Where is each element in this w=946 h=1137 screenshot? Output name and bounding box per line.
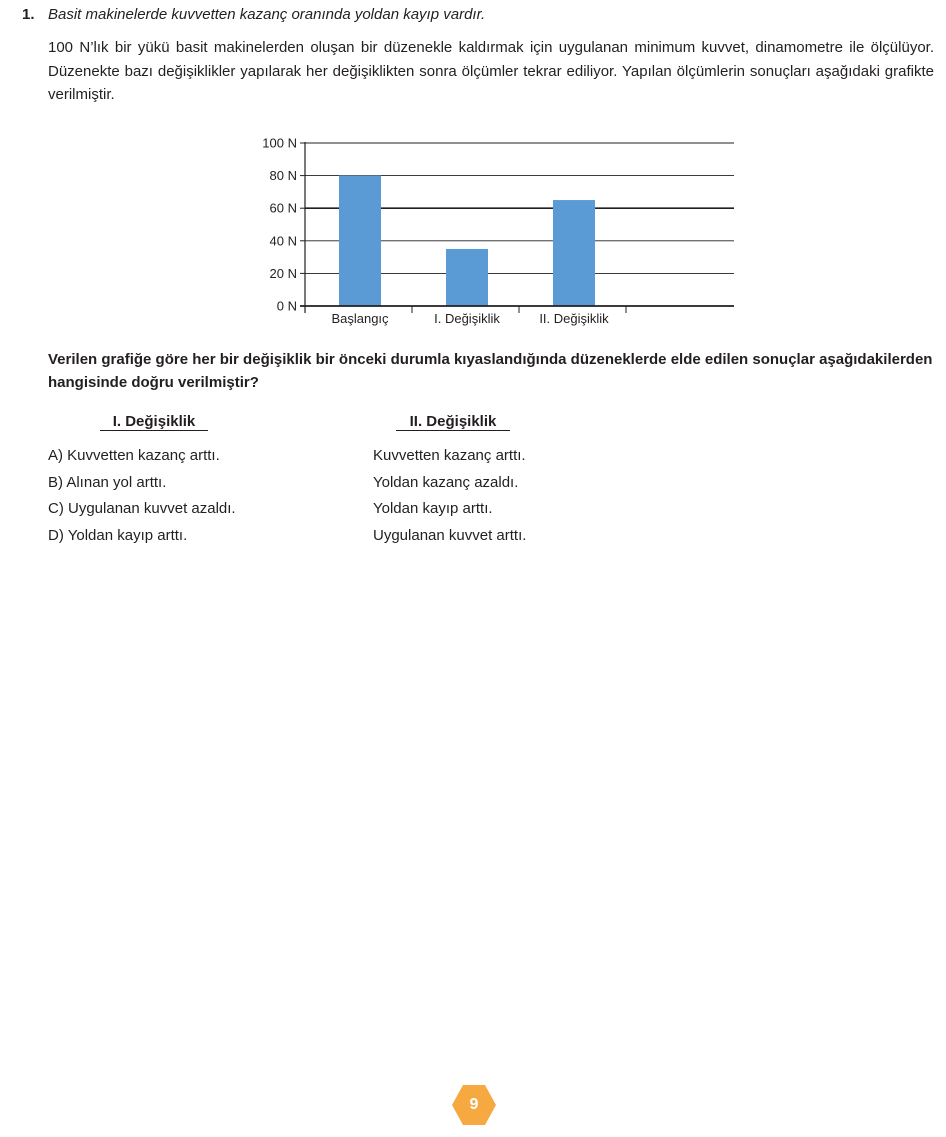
option-a-letter: A) [48, 447, 63, 464]
option-a-text-2: Kuvvetten kazanç arttı. [373, 447, 526, 464]
column-header-1 [100, 413, 208, 431]
option-a-col2 [373, 447, 526, 465]
question-prompt: Verilen grafiğe göre her bir değişiklik bir önceki durumla kıyaslandığında düzeneklerde elde edilen sonuçlar aşağıdakilerden hangisinde doğru verilmiştir? [48, 351, 933, 391]
option-d-col2 [373, 527, 526, 545]
option-d-text-2: Uygulanan kuvvet arttı. [373, 527, 527, 544]
question-statement: Basit makinelerde kuvvetten kazanç oranında yoldan kayıp vardır. [48, 6, 486, 23]
y-tick-label: 60 N [269, 200, 297, 216]
x-tick-label: I. Değişiklik [434, 311, 500, 326]
option-b-col2 [373, 474, 518, 492]
option-b-col1[interactable] [48, 474, 166, 492]
question-header [22, 6, 485, 24]
option-c-text-2: Yoldan kayıp arttı. [373, 500, 493, 517]
option-c-text-1: Uygulanan kuvvet azaldı. [68, 500, 236, 517]
option-b-text-2: Yoldan kazanç azaldı. [373, 474, 519, 491]
option-d-letter: D) [48, 527, 64, 544]
x-tick-label: II. Değişiklik [539, 311, 609, 326]
bar [446, 249, 488, 306]
option-c-col2 [373, 500, 493, 518]
option-d-text-1: Yoldan kayıp arttı. [67, 527, 188, 544]
bar [339, 176, 381, 306]
question-body: 100 N’lık bir yükü basit makinelerden oluşan bir düzenekle kaldırmak için uygulanan minimum kuvvet, dinamometre ile ölçülüyor. Düzenekte bazı değişiklikler yapılarak her değişiklikten sonra ölçümler tekrar ediliyor. Yapılan ölçümlerin sonuçları aşağıdaki grafikte verilmiştir. [48, 39, 934, 103]
y-tick-label: 20 N [269, 265, 297, 281]
question-number: 1. [22, 6, 35, 23]
option-b-text-1: Alınan yol arttı. [66, 474, 167, 491]
y-tick-label: 100 N [262, 135, 297, 151]
column-header-2 [396, 413, 510, 431]
option-b-letter: B) [48, 474, 63, 491]
column-header-2-label: II. Değişiklik [409, 413, 497, 430]
bar-chart [240, 128, 740, 333]
bar [553, 200, 595, 306]
y-tick-label: 0 N [276, 298, 297, 314]
option-a-col1[interactable] [48, 447, 220, 465]
option-d-col1[interactable] [48, 527, 187, 545]
option-c-col1[interactable] [48, 500, 236, 518]
option-c-letter: C) [48, 500, 64, 517]
option-a-text-1: Kuvvetten kazanç arttı. [67, 447, 220, 464]
x-tick-label: Başlangıç [331, 311, 389, 326]
page-number: 9 [469, 1096, 479, 1113]
y-tick-label: 40 N [269, 233, 297, 249]
column-header-1-label: I. Değişiklik [112, 413, 196, 430]
y-tick-label: 80 N [269, 168, 297, 184]
